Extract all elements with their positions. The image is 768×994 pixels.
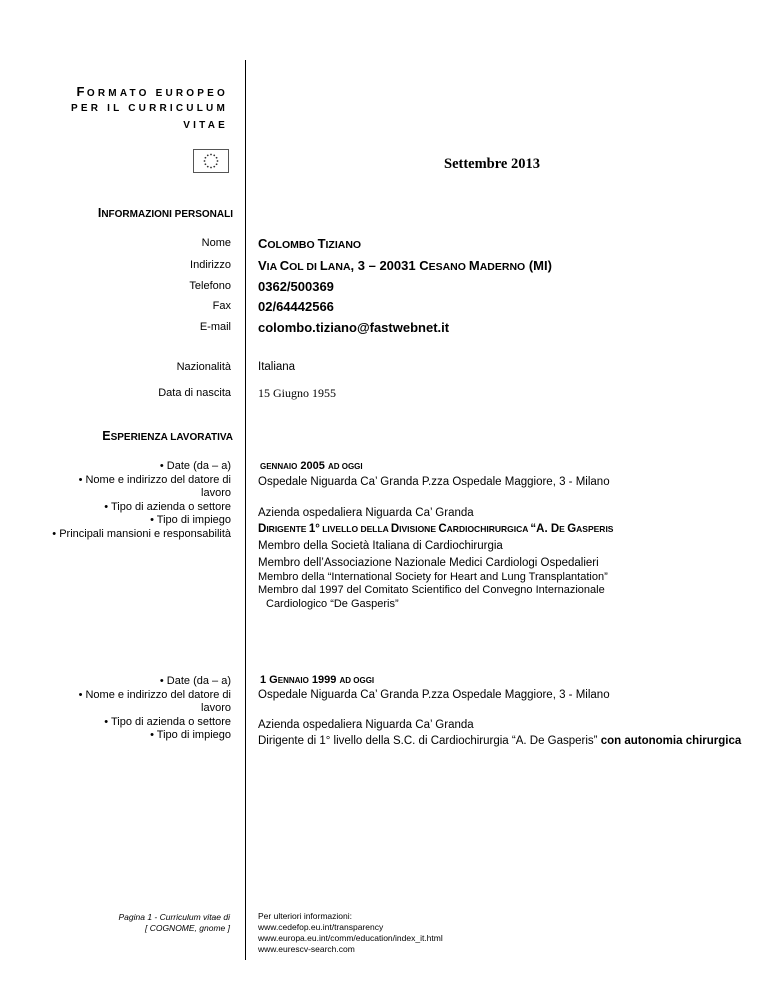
job2-company: Azienda ospedaliera Niguarda Ca’ Granda xyxy=(258,719,474,731)
label-nationality: Nazionalità xyxy=(176,361,231,373)
value-name: COLOMBO TIZIANO xyxy=(258,236,362,251)
job2-employer: Ospedale Niguarda Ca’ Granda P.zza Ospedale Maggiore, 3 - Milano xyxy=(258,689,610,701)
footer-page-line1: Pagina 1 - Curriculum vitae di xyxy=(118,912,230,922)
column-divider xyxy=(245,60,246,960)
footer-info-heading: Per ulteriori informazioni: xyxy=(258,911,353,921)
label-email: E-mail xyxy=(199,321,231,333)
job2-label-employer: • Nome e indirizzo del datore di lavoro xyxy=(78,688,231,714)
header-title-line1: FORMATO EUROPEO xyxy=(76,84,228,99)
value-address: VIA COL DI LANA, 3 – 20031 CESANO MADERNO (MI) xyxy=(258,258,552,273)
job1-label-date: • Date (da – a) xyxy=(159,460,231,472)
job1-date: GENNAIO 2005 AD OGGI xyxy=(260,460,363,472)
job1-label-company: • Tipo di azienda o settore xyxy=(104,500,231,513)
label-name: Nome xyxy=(201,237,231,249)
eu-flag-icon xyxy=(193,149,229,173)
job1-labels xyxy=(51,460,231,541)
label-fax: Fax xyxy=(212,300,231,312)
value-nationality: Italiana xyxy=(258,361,296,373)
job1-duty-2: Membro dell’Associazione Nazionale Medici Cardiologi Ospedalieri xyxy=(258,557,599,569)
job1-label-employer: • Nome e indirizzo del datore di lavoro xyxy=(78,473,231,499)
job1-duty-5: Cardiologico “De Gasperis” xyxy=(266,598,399,610)
job1-label-role: • Tipo di impiego xyxy=(150,514,231,526)
footer-link-europa[interactable]: www.europa.eu.int/comm/education/index_it.html xyxy=(258,933,443,943)
header-title-line2: PER IL CURRICULUM xyxy=(71,103,228,114)
job1-employer: Ospedale Niguarda Ca’ Granda P.zza Ospedale Maggiore, 3 - Milano xyxy=(258,476,610,488)
job2-labels xyxy=(51,675,231,743)
footer-page-line2: [ COGNOME, gnome ] xyxy=(144,923,230,933)
job1-duty-3: Membro della “International Society for Heart and Lung Transplantation” xyxy=(258,571,608,583)
job2-label-date: • Date (da – a) xyxy=(159,675,231,687)
document-date: Settembre 2013 xyxy=(444,156,540,172)
job2-role-autonomy: con autonomia chirurgica xyxy=(600,735,742,747)
label-address: Indirizzo xyxy=(190,259,231,271)
job2-date: 1 GENNAIO 1999 AD OGGI xyxy=(260,674,375,686)
job1-role: DIRIGENTE 1° LIVELLO DELLA DIVISIONE CARDIOCHIRURGICA “A. DE GASPERIS xyxy=(258,523,614,535)
footer-links xyxy=(258,911,443,955)
section-title-experience: ESPERIENZA LAVORATIVA xyxy=(102,429,233,443)
section-title-personal: INFORMAZIONI PERSONALI xyxy=(97,206,233,220)
job1-company: Azienda ospedaliera Niguarda Ca’ Granda xyxy=(258,507,474,519)
label-phone: Telefono xyxy=(189,280,231,292)
value-fax: 02/64442566 xyxy=(258,299,334,314)
job2-label-role: • Tipo di impiego xyxy=(150,729,231,741)
job2-label-company: • Tipo di azienda o settore xyxy=(104,715,231,728)
footer-link-cedefop[interactable]: www.cedefop.eu.int/transparency xyxy=(258,922,384,932)
job1-duty-1: Membro della Società Italiana di Cardiochirurgia xyxy=(258,540,503,552)
value-email: colombo.tiziano@fastwebnet.it xyxy=(258,320,450,335)
value-birth-date: 15 Giugno 1955 xyxy=(258,386,336,400)
header-title-line3: VITAE xyxy=(183,120,228,131)
job2-role: Dirigente di 1° livello della S.C. di Cardiochirurgia “A. De Gasperis” con autonomia chirurgica xyxy=(258,735,742,747)
footer-page-info xyxy=(119,912,231,934)
job1-duty-4: Membro dal 1997 del Comitato Scientifico del Convegno Internazionale xyxy=(258,584,605,596)
label-birth-date: Data di nascita xyxy=(158,387,231,399)
job1-label-duties: • Principali mansioni e responsabilità xyxy=(52,527,231,540)
footer-link-eurescv[interactable]: www.eurescv-search.com xyxy=(258,944,355,954)
value-phone: 0362/500369 xyxy=(258,279,334,294)
